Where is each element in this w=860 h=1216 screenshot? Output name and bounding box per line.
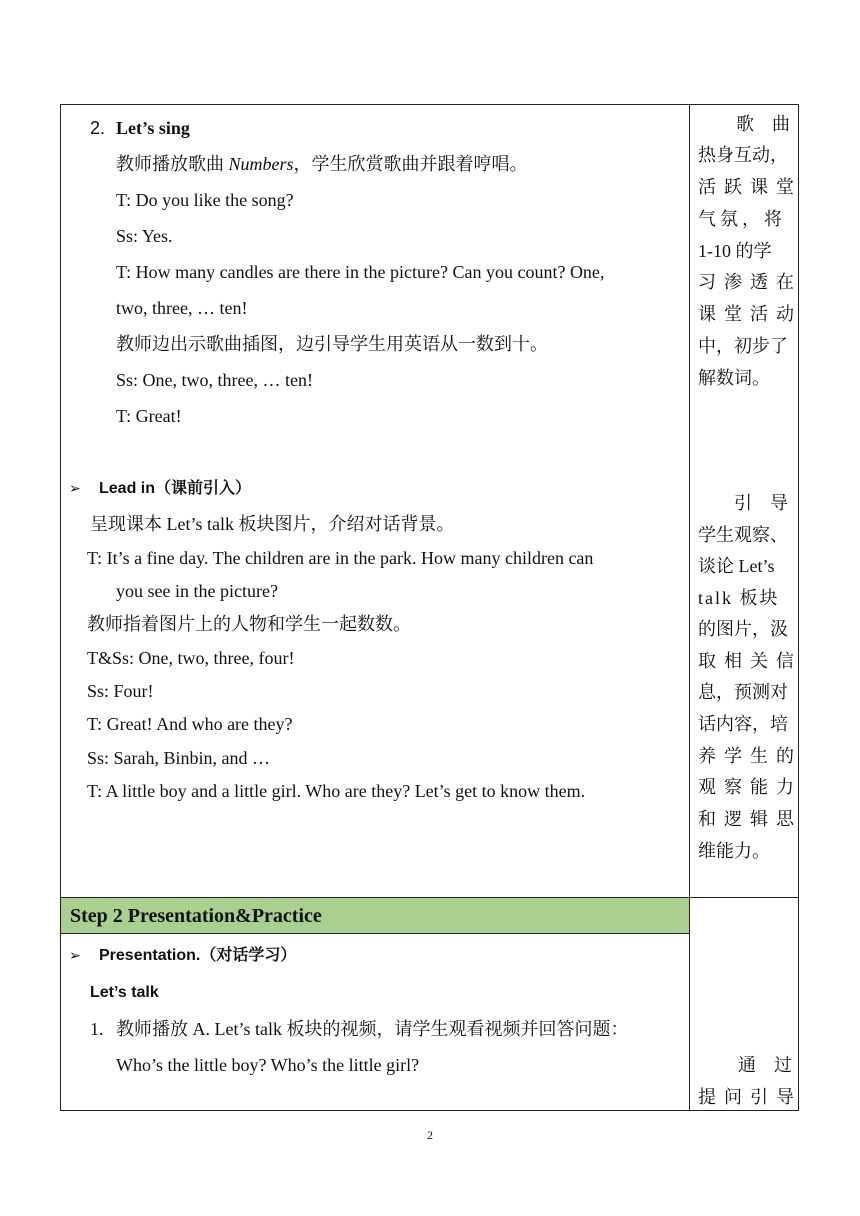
sing-line-3: Ss: Yes.: [116, 226, 173, 246]
sing-title: Let’s sing: [116, 118, 190, 138]
sing-line-7: Ss: One, two, three, … ten!: [116, 370, 313, 390]
note-line: 谈论 Let’s: [698, 556, 775, 576]
sing-number: 2.: [90, 118, 106, 138]
presentation-title: Presentation.（对话学习）: [99, 947, 297, 964]
note-line: 课堂活动: [698, 304, 802, 324]
note-line: 息，预测对: [698, 682, 788, 702]
sing-line-4: T: How many candles are there in the picture? Can you count? One,: [116, 262, 605, 282]
leadin-line-5: T&Ss: One, two, three, four!: [87, 648, 295, 668]
note-line: 气氛，将: [698, 209, 786, 229]
note-line: 活跃课堂: [698, 177, 802, 197]
column-divider: [689, 105, 690, 1110]
sing-line-2: T: Do you like the song?: [116, 190, 294, 210]
leadin-line-1: 呈现课本 Let’s talk 板块图片，介绍对话背景。: [90, 514, 455, 534]
note-line: 取相关信: [698, 651, 802, 671]
note-line: 解数词。: [698, 368, 770, 388]
leadin-line-8: Ss: Sarah, Binbin, and …: [87, 748, 270, 768]
note-line: 观察能力: [698, 777, 802, 797]
note-line: 1-10 的学: [698, 241, 772, 261]
note-line: 的图片，汲: [698, 619, 788, 639]
leadin-line-6: Ss: Four!: [87, 681, 154, 701]
note-line: 引 导: [734, 493, 788, 513]
sing-line-1: 教师播放歌曲 Numbers，学生欣赏歌曲并跟着哼唱。: [116, 154, 528, 174]
bullet-arrow-icon: ➢: [69, 481, 81, 497]
note-line: 歌 曲: [736, 114, 790, 134]
leadin-title: Lead in（课前引入）: [99, 480, 252, 497]
note-line: 维能力。: [698, 841, 770, 861]
leadin-line-9: T: A little boy and a little girl. Who are they? Let’s get to know them.: [87, 781, 586, 801]
bullet-arrow-icon: ➢: [69, 948, 81, 964]
presentation-subtitle: Let’s talk: [90, 984, 159, 1001]
step-2-header: Step 2 Presentation&Practice: [61, 898, 689, 934]
note-line: 通 过: [738, 1055, 792, 1075]
sing-line-8: T: Great!: [116, 406, 182, 426]
presentation-line-1: 教师播放 A. Let’s talk 板块的视频，请学生观看视频并回答问题：: [116, 1019, 629, 1039]
page-number: 2: [427, 1128, 433, 1142]
note-line: 中，初步了: [698, 336, 788, 356]
sing-line-6: 教师边出示歌曲插图，边引导学生用英语从一数到十。: [116, 334, 548, 354]
leadin-line-2: T: It’s a fine day. The children are in the park. How many children can: [87, 548, 594, 568]
leadin-line-3: you see in the picture?: [116, 581, 278, 601]
note-line: 习渗透在: [698, 272, 802, 292]
note-line: 热身互动，: [698, 145, 788, 165]
leadin-line-4: 教师指着图片上的人物和学生一起数数。: [87, 614, 411, 634]
note-line: 和逻辑思: [698, 809, 802, 829]
note-line: 学生观察、: [698, 525, 788, 545]
note-line: 提问引导: [698, 1087, 802, 1107]
presentation-number: 1.: [90, 1019, 104, 1039]
note-line: 话内容，培: [698, 714, 788, 734]
leadin-line-7: T: Great! And who are they?: [87, 714, 293, 734]
note-line: 养学生的: [698, 746, 802, 766]
sing-line-5: two, three, … ten!: [116, 298, 248, 318]
presentation-line-2: Who’s the little boy? Who’s the little girl?: [116, 1055, 420, 1075]
note-line: talk 板块: [698, 588, 780, 608]
